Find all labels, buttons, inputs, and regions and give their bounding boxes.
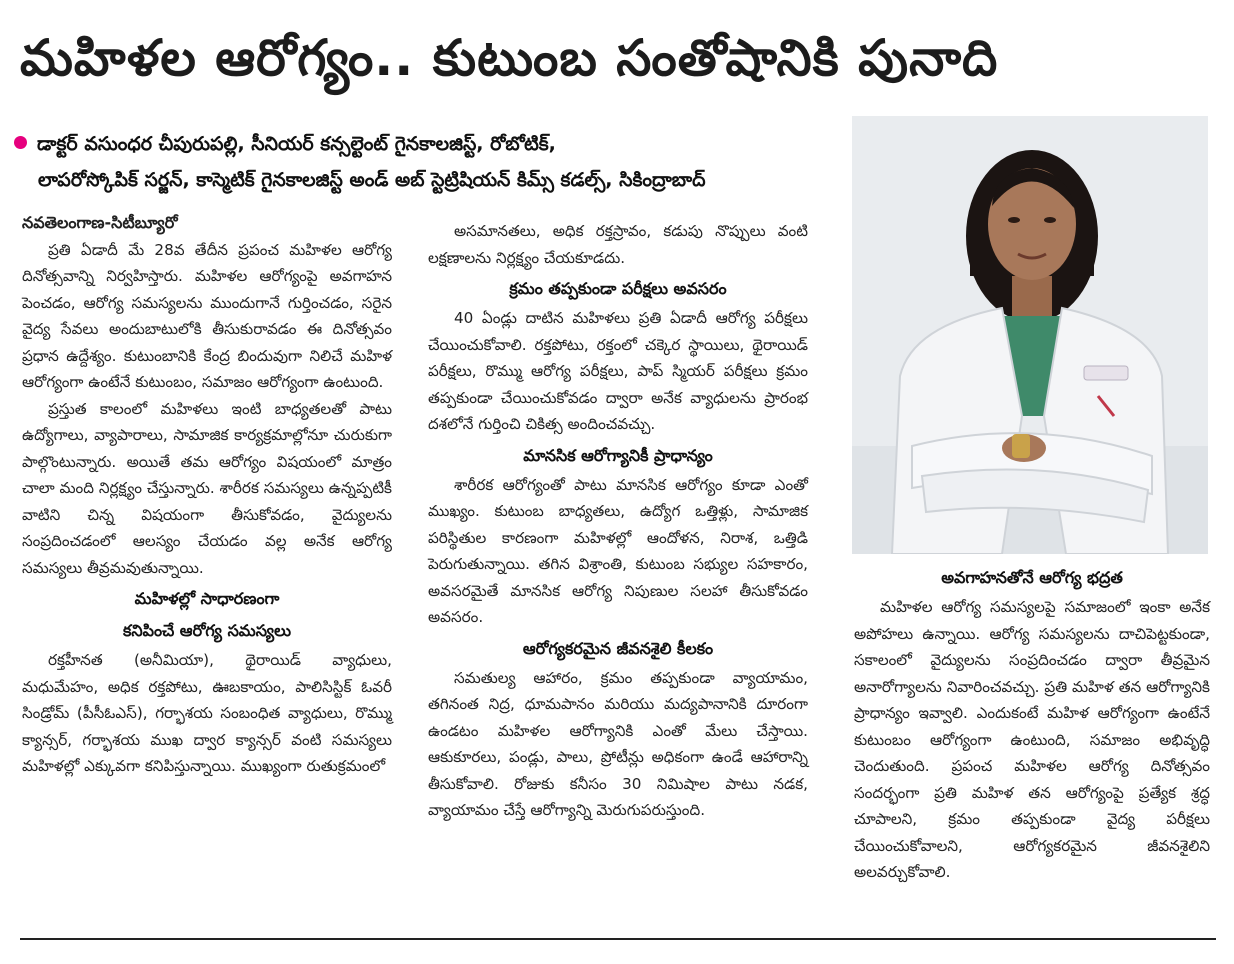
subheading: ఆరోగ్యకరమైన జీవనశైలి కీలకం: [522, 638, 714, 658]
headline: మహిళల ఆరోగ్యం.. కుటుంబ సంతోషానికి పునాది: [20, 29, 999, 87]
dateline: నవతెలంగాణ-సిటీబ్యూరో: [22, 213, 178, 232]
subheading-line: కనిపించే ఆరోగ్య సమస్యలు: [123, 621, 291, 640]
subheading-line: మహిళల్లో సాధారణంగా: [134, 589, 280, 608]
subheading: అవగాహనతోనే ఆరోగ్య భద్రత: [941, 568, 1123, 587]
bottom-divider: [20, 938, 1216, 940]
column-2: [428, 218, 808, 824]
byline-line1: డాక్టర్ వసుంధర చీపురుపల్లి, సీనియర్ కన్సల్టెంట్ గైనకాలజిస్ట్, రోబోటిక్,: [37, 133, 556, 155]
subheading: మానసిక ఆరోగ్యానికీ ప్రాధాన్యం: [523, 445, 713, 465]
bullet-dot: [14, 136, 27, 149]
subheading: [22, 583, 392, 647]
paragraph: 40 ఏండ్లు దాటిన మహిళలు ప్రతి ఏడాదీ ఆరోగ్య పరీక్షలు చేయించుకోవాలి. రక్తపోటు, రక్తంలో చక్కెర స్థాయిలు, థైరాయిడ్ పరీక్షలు, రొమ్ము ఆరోగ్య పరీక్షలు, పాప్ స్మియర్ పరీక్షలు క్రమం తప్పకుండా చేయించుకోవడం ద్వారా అనేక వ్యాధులను ప్రారంభ దశలోనే గుర్తించి చికిత్స అందించవచ్చు.: [428, 309, 808, 433]
paragraph: ప్రతి ఏడాదీ మే 28వ తేదీన ప్రపంచ మహిళల ఆరోగ్య దినోత్సవాన్ని నిర్వహిస్తారు. మహిళల ఆరోగ్యంపై అవగాహన పెంచడం, ఆరోగ్య సమస్యలను ముందుగానే గుర్తించడం, సరైన వైద్య సేవలు అందుబాటులోకి తీసుకురావడం ఈ దినోత్సవం ప్రధాన ఉద్దేశ్యం. కుటుంబానికి కేంద్ర బిందువుగా నిలిచే మహిళ ఆరోగ్యంగా ఉంటేనే కుటుంబం, సమాజం ఆరోగ్యంగా ఉంటుంది.: [22, 240, 392, 391]
paragraph: సమతుల్య ఆహారం, క్రమం తప్పకుండా వ్యాయామం, తగినంత నిద్ర, ధూమపానం మరియు మద్యపానానికి దూరంగా ఉండటం మహిళల ఆరోగ్యానికి ఎంతో మేలు చేస్తాయి. ఆకుకూరలు, పండ్లు, పాలు, ప్రోటీన్లు అధికంగా ఉండే ఆహారాన్ని తీసుకోవాలి. రోజుకు కనీసం 30 నిమిషాల పాటు నడక, వ్యాయామం చేస్తే ఆరోగ్యాన్ని మెరుగుపరుస్తుంది.: [428, 668, 808, 819]
paragraph: మహిళల ఆరోగ్య సమస్యలపై సమాజంలో ఇంకా అనేక అపోహలు ఉన్నాయి. ఆరోగ్య సమస్యలను దాచిపెట్టకుండా, సకాలంలో వైద్యులను సంప్రదించడం ద్వారా తీవ్రమైన అనారోగ్యాలను నివారించవచ్చు. ప్రతి మహిళ తన ఆరోగ్యానికి ప్రాధాన్యం ఇవ్వాలి. ఎందుకంటే మహిళ ఆరోగ్యంగా ఉంటేనే కుటుంబం ఆరోగ్యంగా ఉంటుంది, సమాజం అభివృద్ధి చెందుతుంది. ప్రపంచ మహిళల ఆరోగ్య దినోత్సవం సందర్భంగా ప్రతి మహిళ తన ఆరోగ్యంపై ప్రత్యేక శ్రద్ధ చూపాలని, క్రమం తప్పకుండా వైద్య పరీక్షలు చేయించుకోవాలని, ఆరోగ్యకరమైన జీవనశైలిని అలవర్చుకోవాలి.: [854, 598, 1210, 881]
paragraph: శారీరక ఆరోగ్యంతో పాటు మానసిక ఆరోగ్యం కూడా ఎంతో ముఖ్యం. కుటుంబ బాధ్యతలు, ఉద్యోగ ఒత్తిళ్లు, సామాజిక పరిస్థితుల కారణంగా మహిళల్లో ఆందోళన, నిరాశ, ఒత్తిడి పెరుగుతున్నాయి. తగిన విశ్రాంతి, కుటుంబ సభ్యుల సహకారం, అవసరమైతే మానసిక ఆరోగ్య నిపుణుల సలహా తీసుకోవడం అవసరం.: [428, 475, 808, 626]
paragraph: అసమానతలు, అధిక రక్తస్రావం, కడుపు నొప్పులు వంటి లక్షణాలను నిర్లక్ష్యం చేయకూడదు.: [428, 222, 808, 267]
paragraph: రక్తహీనత (అనీమియా), థైరాయిడ్ వ్యాధులు, మధుమేహం, అధిక రక్తపోటు, ఊబకాయం, పాలిసిస్టిక్ ఓవరీ సిండ్రోమ్ (పీసీఓఎస్), గర్భాశయ సంబంధిత వ్యాధులు, రొమ్ము క్యాన్సర్, గర్భాశయ ముఖ ద్వార క్యాన్సర్ వంటి సమస్యలు మహిళల్లో ఎక్కువగా కనిపిస్తున్నాయి. ముఖ్యంగా రుతుక్రమంలో: [22, 651, 392, 775]
doctor-photo: [852, 116, 1208, 554]
column-3: [854, 560, 1210, 886]
byline: [14, 126, 844, 198]
column-1: [22, 210, 392, 780]
subheading: క్రమం తప్పకుండా పరీక్షలు అవసరం: [509, 279, 727, 298]
byline-line2: లాపరోస్కోపిక్ సర్జన్, కాస్మెటిక్ గైనకాలజిస్ట్ అండ్ అబ్ స్టెట్రిషియన్ కిమ్స్ కడల్స్, సికింద్రాబాద్: [38, 169, 706, 191]
doctor-portrait-illustration: [852, 116, 1208, 554]
paragraph: ప్రస్తుత కాలంలో మహిళలు ఇంటి బాధ్యతలతో పాటు ఉద్యోగాలు, వ్యాపారాలు, సామాజిక కార్యక్రమాల్లోనూ చురుకుగా పాల్గొంటున్నారు. అయితే తమ ఆరోగ్యం విషయంలో మాత్రం చాలా మంది నిర్లక్ష్యం చేస్తున్నారు. శారీరక సమస్యలు ఉన్నప్పటికీ వాటిని చిన్న విషయంగా తీసుకోవడం, వైద్యులను సంప్రదించడంలో ఆలస్యం చేయడం వల్ల అనేక ఆరోగ్య సమస్యలు తీవ్రమవుతున్నాయి.: [22, 399, 392, 577]
